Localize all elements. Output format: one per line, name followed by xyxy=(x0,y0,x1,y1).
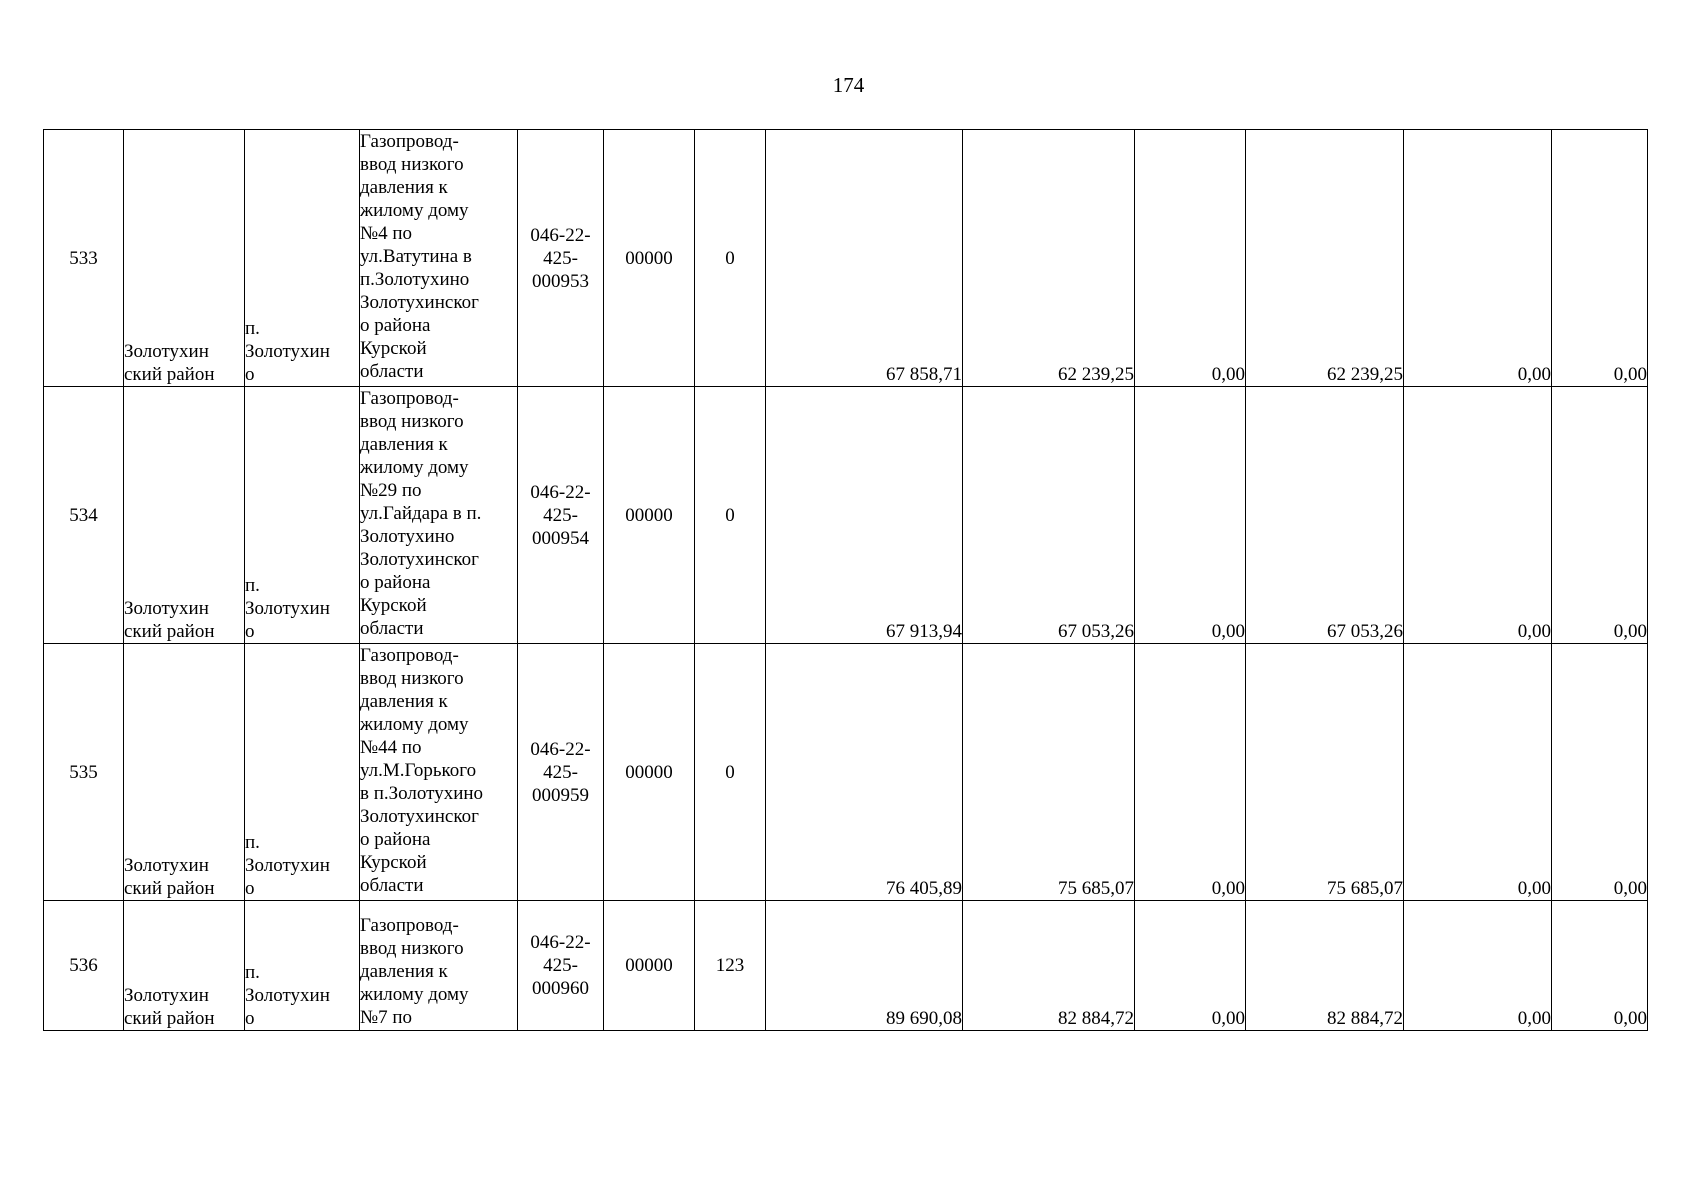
amount-cell-1: 67 858,71 xyxy=(766,130,963,387)
amount-cell-3: 0,00 xyxy=(1135,130,1246,387)
table-row xyxy=(44,387,1648,644)
amount-cell-6: 0,00 xyxy=(1552,387,1648,644)
locality-cell: п. Золотухин о xyxy=(245,130,360,387)
locality-cell: п. Золотухин о xyxy=(245,644,360,901)
amount-cell-4: 67 053,26 xyxy=(1246,387,1404,644)
code-cell: 00000 xyxy=(604,387,695,644)
code-cell: 00000 xyxy=(604,130,695,387)
amount-cell-5: 0,00 xyxy=(1404,644,1552,901)
length-cell: 0 xyxy=(695,130,766,387)
amount-cell-4: 62 239,25 xyxy=(1246,130,1404,387)
page-number: 174 xyxy=(832,73,865,97)
row-number: 535 xyxy=(44,644,124,901)
cadastral-number-cell: 046-22- 425- 000959 xyxy=(518,644,604,901)
amount-cell-5: 0,00 xyxy=(1404,130,1552,387)
amount-cell-6: 0,00 xyxy=(1552,644,1648,901)
amount-cell-6: 0,00 xyxy=(1552,130,1648,387)
district-cell: Золотухин ский район xyxy=(124,901,245,1031)
locality-cell: п. Золотухин о xyxy=(245,387,360,644)
amount-cell-5: 0,00 xyxy=(1404,387,1552,644)
cadastral-number-cell: 046-22- 425- 000953 xyxy=(518,130,604,387)
code-cell: 00000 xyxy=(604,901,695,1031)
amount-cell-2: 82 884,72 xyxy=(963,901,1135,1031)
cadastral-number-cell: 046-22- 425- 000960 xyxy=(518,901,604,1031)
row-number: 536 xyxy=(44,901,124,1031)
amount-cell-1: 89 690,08 xyxy=(766,901,963,1031)
amount-cell-2: 75 685,07 xyxy=(963,644,1135,901)
amount-cell-6: 0,00 xyxy=(1552,901,1648,1031)
amount-cell-1: 76 405,89 xyxy=(766,644,963,901)
object-name-cell: Газопровод- ввод низкого давления к жилому дому №7 по xyxy=(360,901,518,1031)
amount-cell-3: 0,00 xyxy=(1135,901,1246,1031)
row-number: 533 xyxy=(44,130,124,387)
amount-cell-3: 0,00 xyxy=(1135,644,1246,901)
table-row xyxy=(44,130,1648,387)
object-name-cell: Газопровод- ввод низкого давления к жилому дому №29 по ул.Гайдара в п. Золотухино Золотухинског о района Курской области xyxy=(360,387,518,644)
object-name-cell: Газопровод- ввод низкого давления к жилому дому №4 по ул.Ватутина в п.Золотухино Золотухинског о района Курской области xyxy=(360,130,518,387)
district-cell: Золотухин ский район xyxy=(124,644,245,901)
district-cell: Золотухин ский район xyxy=(124,130,245,387)
district-cell: Золотухин ский район xyxy=(124,387,245,644)
amount-cell-4: 75 685,07 xyxy=(1246,644,1404,901)
table-row xyxy=(44,901,1648,1031)
amount-cell-1: 67 913,94 xyxy=(766,387,963,644)
length-cell: 123 xyxy=(695,901,766,1031)
amount-cell-3: 0,00 xyxy=(1135,387,1246,644)
row-number: 534 xyxy=(44,387,124,644)
length-cell: 0 xyxy=(695,644,766,901)
object-name-cell: Газопровод- ввод низкого давления к жилому дому №44 по ул.М.Горького в п.Золотухино Золотухинског о района Курской области xyxy=(360,644,518,901)
registry-table xyxy=(43,129,1648,1031)
amount-cell-2: 62 239,25 xyxy=(963,130,1135,387)
code-cell: 00000 xyxy=(604,644,695,901)
locality-cell: п. Золотухин о xyxy=(245,901,360,1031)
table-row xyxy=(44,644,1648,901)
amount-cell-5: 0,00 xyxy=(1404,901,1552,1031)
cadastral-number-cell: 046-22- 425- 000954 xyxy=(518,387,604,644)
length-cell: 0 xyxy=(695,387,766,644)
amount-cell-4: 82 884,72 xyxy=(1246,901,1404,1031)
amount-cell-2: 67 053,26 xyxy=(963,387,1135,644)
